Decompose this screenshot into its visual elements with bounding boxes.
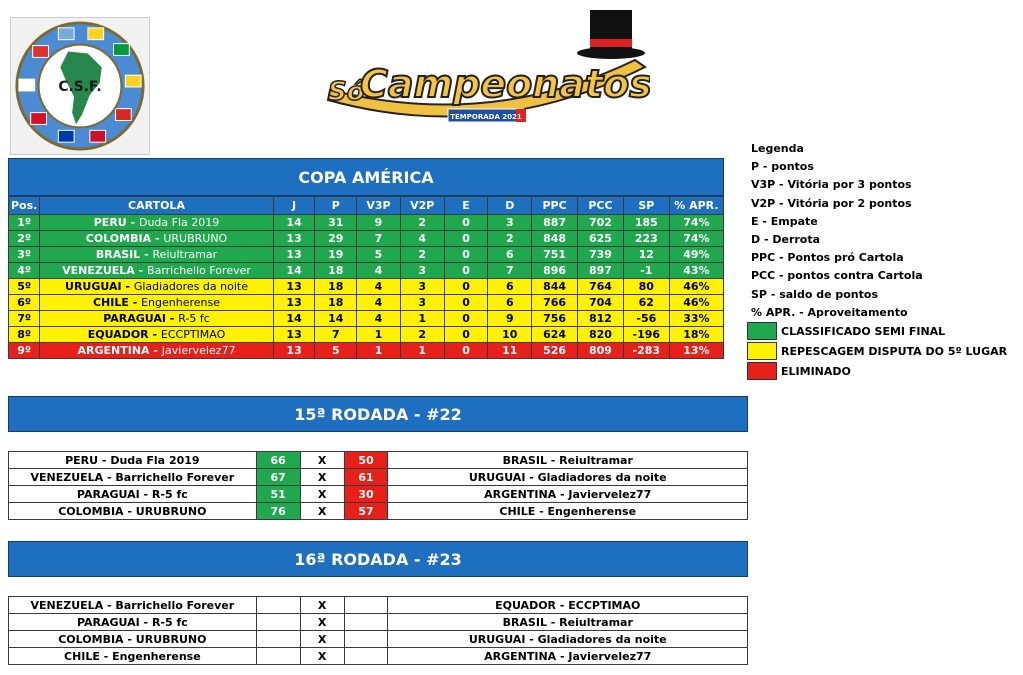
cell-pos: 9º <box>9 343 40 359</box>
legend-item: PCC - pontos contra Cartola <box>751 269 923 283</box>
standings-row <box>9 263 724 279</box>
match-row <box>9 486 748 503</box>
team-country: PERU <box>93 216 127 229</box>
cell-p: 18 <box>315 279 357 295</box>
legend-item: P - pontos <box>751 160 814 174</box>
cell-e: 0 <box>444 311 488 327</box>
cell-v2p: 2 <box>400 247 444 263</box>
away-team: URUGUAI - Gladiadores da noite <box>388 631 748 648</box>
team-cell: URUGUAI - Gladiadores da noite <box>40 279 273 295</box>
team-name: URUBRUNO <box>163 232 228 245</box>
home-score: 51 <box>256 486 300 503</box>
column-header: PCC <box>578 197 624 215</box>
team-country: COLOMBIA <box>85 232 152 245</box>
cell-v2p: 4 <box>400 231 444 247</box>
legend-item: V3P - Vitória por 3 pontos <box>751 178 912 192</box>
cell-sp: 62 <box>623 295 669 311</box>
cell-v3p: 4 <box>357 295 401 311</box>
away-score: 61 <box>344 469 388 486</box>
cell-j: 13 <box>273 279 315 295</box>
cell-e: 0 <box>444 215 488 231</box>
cell-e: 0 <box>444 279 488 295</box>
cell-pos: 5º <box>9 279 40 295</box>
cell-d: 2 <box>488 231 532 247</box>
cell-p: 5 <box>315 343 357 359</box>
versus-separator: X <box>300 597 344 614</box>
away-team: BRASIL - Reiultramar <box>388 452 748 469</box>
round15-title: 15ª RODADA - #22 <box>8 396 748 432</box>
cell-e: 0 <box>444 343 488 359</box>
team-cell: COLOMBIA - URUBRUNO <box>40 231 273 247</box>
cell-apr: 49% <box>669 247 723 263</box>
round16-title: 16ª RODADA - #23 <box>8 541 748 577</box>
cell-v2p: 1 <box>400 343 444 359</box>
home-team: PARAGUAI - R-5 fc <box>9 486 257 503</box>
column-header: V2P <box>400 197 444 215</box>
cell-sp: 223 <box>623 231 669 247</box>
match-row <box>9 469 748 486</box>
away-team: ARGENTINA - Javiervelez77 <box>388 486 748 503</box>
cell-ppc: 766 <box>532 295 578 311</box>
cell-ppc: 624 <box>532 327 578 343</box>
team-cell: ARGENTINA - Javiervelez77 <box>40 343 273 359</box>
team-name: Reiultramar <box>152 248 218 261</box>
home-score <box>256 648 300 665</box>
legend-item: V2P - Vitória por 2 pontos <box>751 196 912 210</box>
legend-key-label: ELIMINADO <box>781 364 851 378</box>
round15-table <box>8 451 748 520</box>
cell-pos: 8º <box>9 327 40 343</box>
cell-j: 13 <box>273 231 315 247</box>
column-header: % APR. <box>669 197 723 215</box>
cell-ppc: 526 <box>532 343 578 359</box>
home-score: 67 <box>256 469 300 486</box>
cell-j: 14 <box>273 311 315 327</box>
team-cell: PERU - Duda Fla 2019 <box>40 215 273 231</box>
cell-p: 31 <box>315 215 357 231</box>
versus-separator: X <box>300 452 344 469</box>
away-score <box>344 614 388 631</box>
cell-d: 10 <box>488 327 532 343</box>
legend-item: PPC - Pontos pró Cartola <box>751 251 904 265</box>
away-score: 50 <box>344 452 388 469</box>
cell-pcc: 625 <box>578 231 624 247</box>
cell-pcc: 704 <box>578 295 624 311</box>
legend-title: Legenda <box>751 142 804 155</box>
cell-sp: -56 <box>623 311 669 327</box>
team-country: CHILE <box>92 296 129 309</box>
team-country: ARGENTINA <box>77 344 150 357</box>
away-score <box>344 597 388 614</box>
match-row <box>9 648 748 665</box>
cell-v2p: 2 <box>400 327 444 343</box>
cell-sp: -283 <box>623 343 669 359</box>
cell-e: 0 <box>444 231 488 247</box>
match-row <box>9 631 748 648</box>
away-team: URUGUAI - Gladiadores da noite <box>388 469 748 486</box>
cell-sp: 80 <box>623 279 669 295</box>
home-score <box>256 597 300 614</box>
standings-row <box>9 295 724 311</box>
team-country: PARAGUAI <box>103 312 166 325</box>
cell-p: 29 <box>315 231 357 247</box>
cell-e: 0 <box>444 263 488 279</box>
cell-pos: 4º <box>9 263 40 279</box>
cell-pcc: 897 <box>578 263 624 279</box>
team-country: BRASIL <box>95 248 141 261</box>
csf-logo-text: C.S.F. <box>58 78 102 95</box>
cell-j: 13 <box>273 327 315 343</box>
cell-p: 19 <box>315 247 357 263</box>
cell-sp: -196 <box>623 327 669 343</box>
cell-apr: 33% <box>669 311 723 327</box>
legend-item: D - Derrota <box>751 233 821 247</box>
cell-v3p: 4 <box>357 311 401 327</box>
home-team: COLOMBIA - URUBRUNO <box>9 503 257 520</box>
cell-apr: 43% <box>669 263 723 279</box>
cell-pcc: 702 <box>578 215 624 231</box>
team-name: ECCPTIMAO <box>160 328 226 341</box>
cell-ppc: 751 <box>532 247 578 263</box>
team-cell: CHILE - Engenherense <box>40 295 273 311</box>
home-team: COLOMBIA - URUBRUNO <box>9 631 257 648</box>
cell-pcc: 739 <box>578 247 624 263</box>
cell-pcc: 820 <box>578 327 624 343</box>
cell-p: 18 <box>315 295 357 311</box>
match-row <box>9 452 748 469</box>
away-team: BRASIL - Reiultramar <box>388 614 748 631</box>
legend-item: E - Empate <box>751 214 818 228</box>
cell-d: 7 <box>488 263 532 279</box>
away-score <box>344 648 388 665</box>
legend-item: % APR. - Aproveitamento <box>751 305 908 319</box>
team-name: Gladiadores da noite <box>133 280 248 293</box>
cell-d: 6 <box>488 247 532 263</box>
cell-p: 14 <box>315 311 357 327</box>
team-cell: PARAGUAI - R-5 fc <box>40 311 273 327</box>
team-cell: BRASIL - Reiultramar <box>40 247 273 263</box>
legend-swatch <box>747 362 777 380</box>
brand-campeonatos: Campeonatos <box>360 62 650 106</box>
cell-j: 14 <box>273 215 315 231</box>
cell-apr: 74% <box>669 231 723 247</box>
away-team: EQUADOR - ECCPTIMAO <box>388 597 748 614</box>
cell-apr: 46% <box>669 295 723 311</box>
standings-row <box>9 247 724 263</box>
home-score: 66 <box>256 452 300 469</box>
column-header: CARTOLA <box>40 197 273 215</box>
cell-sp: 185 <box>623 215 669 231</box>
cell-v3p: 1 <box>357 327 401 343</box>
column-header: V3P <box>357 197 401 215</box>
legend-key-label: REPESCAGEM DISPUTA DO 5º LUGAR <box>781 344 1008 358</box>
standings-row <box>9 215 724 231</box>
team-cell: VENEZUELA - Barrichello Forever <box>40 263 273 279</box>
cell-e: 0 <box>444 327 488 343</box>
cell-ppc: 887 <box>532 215 578 231</box>
standings-row <box>9 327 724 343</box>
cell-e: 0 <box>444 295 488 311</box>
cell-e: 0 <box>444 247 488 263</box>
cell-d: 6 <box>488 295 532 311</box>
home-team: VENEZUELA - Barrichello Forever <box>9 597 257 614</box>
cell-v2p: 2 <box>400 215 444 231</box>
legend-swatch <box>747 322 777 340</box>
cell-d: 11 <box>488 343 532 359</box>
cell-v3p: 4 <box>357 263 401 279</box>
standings-title: COPA AMÉRICA <box>8 158 724 196</box>
cell-j: 13 <box>273 247 315 263</box>
home-score: 76 <box>256 503 300 520</box>
cell-j: 13 <box>273 295 315 311</box>
cell-pcc: 812 <box>578 311 624 327</box>
cell-pos: 6º <box>9 295 40 311</box>
home-team: PARAGUAI - R-5 fc <box>9 614 257 631</box>
away-score: 30 <box>344 486 388 503</box>
cell-v3p: 7 <box>357 231 401 247</box>
cell-apr: 13% <box>669 343 723 359</box>
standings-row <box>9 231 724 247</box>
column-header: D <box>488 197 532 215</box>
team-name: Duda Fla 2019 <box>138 216 220 229</box>
column-header: J <box>273 197 315 215</box>
cell-v2p: 3 <box>400 295 444 311</box>
team-name: Barrichello Forever <box>147 264 251 277</box>
team-country: URUGUAI <box>65 280 122 293</box>
round16-table <box>8 596 748 665</box>
cell-v3p: 4 <box>357 279 401 295</box>
match-row <box>9 597 748 614</box>
legend-key <box>747 322 945 340</box>
cell-v3p: 5 <box>357 247 401 263</box>
versus-separator: X <box>300 614 344 631</box>
team-name: Javiervelez77 <box>161 344 236 357</box>
match-row <box>9 614 748 631</box>
team-country: VENEZUELA <box>62 264 135 277</box>
cell-j: 13 <box>273 343 315 359</box>
team-country: EQUADOR <box>87 328 149 341</box>
match-row <box>9 503 748 520</box>
cell-pcc: 764 <box>578 279 624 295</box>
home-score <box>256 631 300 648</box>
column-header: SP <box>623 197 669 215</box>
away-score <box>344 631 388 648</box>
legend-swatch <box>747 342 777 360</box>
cell-apr: 74% <box>669 215 723 231</box>
legend-key <box>747 362 851 380</box>
column-header: E <box>444 197 488 215</box>
team-name: R-5 fc <box>178 312 210 325</box>
cell-pos: 2º <box>9 231 40 247</box>
standings-table <box>8 196 724 359</box>
brand-so: Só <box>328 77 365 107</box>
cell-v2p: 1 <box>400 311 444 327</box>
cell-d: 3 <box>488 215 532 231</box>
cell-ppc: 848 <box>532 231 578 247</box>
legend <box>751 140 923 322</box>
versus-separator: X <box>300 631 344 648</box>
cell-pos: 7º <box>9 311 40 327</box>
cell-ppc: 896 <box>532 263 578 279</box>
csf-logo <box>10 17 150 155</box>
column-header: Pos. <box>9 197 40 215</box>
cell-ppc: 844 <box>532 279 578 295</box>
cell-pos: 3º <box>9 247 40 263</box>
cell-v3p: 1 <box>357 343 401 359</box>
versus-separator: X <box>300 648 344 665</box>
cell-j: 14 <box>273 263 315 279</box>
cell-v3p: 9 <box>357 215 401 231</box>
cell-sp: 12 <box>623 247 669 263</box>
cell-sp: -1 <box>623 263 669 279</box>
versus-separator: X <box>300 503 344 520</box>
legend-key-label: CLASSIFICADO SEMI FINAL <box>781 324 946 338</box>
legend-key <box>747 342 1007 360</box>
cell-pos: 1º <box>9 215 40 231</box>
away-team: ARGENTINA - Javiervelez77 <box>388 648 748 665</box>
standings-header-row <box>9 197 724 215</box>
home-team: CHILE - Engenherense <box>9 648 257 665</box>
cell-p: 7 <box>315 327 357 343</box>
team-cell: EQUADOR - ECCPTIMAO <box>40 327 273 343</box>
cell-apr: 46% <box>669 279 723 295</box>
cell-p: 18 <box>315 263 357 279</box>
home-team: VENEZUELA - Barrichello Forever <box>9 469 257 486</box>
standings-row <box>9 279 724 295</box>
brand-logo <box>320 5 650 130</box>
away-team: CHILE - Engenherense <box>388 503 748 520</box>
home-score <box>256 614 300 631</box>
cell-d: 6 <box>488 279 532 295</box>
legend-item: SP - saldo de pontos <box>751 287 878 301</box>
home-team: PERU - Duda Fla 2019 <box>9 452 257 469</box>
cell-d: 9 <box>488 311 532 327</box>
cell-pcc: 809 <box>578 343 624 359</box>
cell-apr: 18% <box>669 327 723 343</box>
versus-separator: X <box>300 486 344 503</box>
away-score: 57 <box>344 503 388 520</box>
standings-row <box>9 311 724 327</box>
standings-row <box>9 343 724 359</box>
cell-v2p: 3 <box>400 263 444 279</box>
column-header: P <box>315 197 357 215</box>
versus-separator: X <box>300 469 344 486</box>
cell-v2p: 3 <box>400 279 444 295</box>
team-name: Engenherense <box>141 296 221 309</box>
brand-badge: TEMPORADA 2021 <box>450 113 522 121</box>
column-header: PPC <box>532 197 578 215</box>
cell-ppc: 756 <box>532 311 578 327</box>
